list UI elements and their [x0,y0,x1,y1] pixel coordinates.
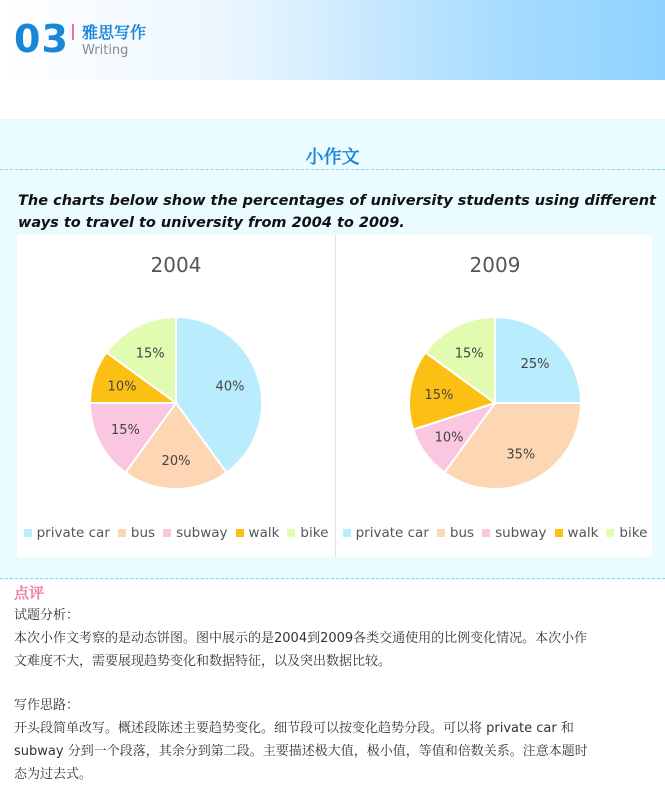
legend-swatch [287,529,295,537]
legend-swatch [343,529,351,537]
slice-label: 20% [161,453,191,469]
legend-label: subway [495,525,547,541]
top-dashed-divider [0,169,665,170]
legend-swatch [118,529,126,537]
pie-chart-2009 [336,235,654,557]
slice-label: 15% [424,388,454,404]
legend-label: walk [567,525,599,541]
legend-item [236,525,280,541]
slice-label: 15% [454,346,484,362]
section-number: 03 [14,17,69,61]
legend-swatch [437,529,445,537]
slice-label: 10% [107,379,137,395]
legend-label: bus [449,525,475,541]
pie-svg-2009 [336,235,654,525]
slice-label: 10% [434,430,464,446]
legend-item [606,525,647,541]
legend-label: bike [300,525,329,541]
legend-swatch [163,529,171,537]
slice-label: 15% [135,346,165,362]
approach-heading: 写作思路： [14,698,80,713]
legend-item [24,525,110,541]
legend-item [555,525,599,541]
approach-line-2: subway 分到一个段落，其余分到第二段。主要描述极大值，极小值，等值和倍数关系。注意本题时 [14,744,588,759]
slice-label: 40% [215,379,245,395]
analysis-line-1: 本次小作文考察的是动态饼图。图中展示的是2004到2009各类交通使用的比例变化情况。本次小作 [14,631,588,646]
legend-item [437,525,474,541]
slice-label: 35% [506,447,536,463]
charts-panel [17,235,652,557]
chart-title: 2004 [150,253,202,277]
legend-swatch [555,529,563,537]
legend-item [163,525,227,541]
chart-legend [336,525,654,541]
pie-chart-2004 [17,235,335,557]
legend-swatch [236,529,244,537]
legend-label: private car [36,525,110,541]
analysis-heading: 试题分析： [14,608,80,623]
header-divider [72,24,74,40]
task-prompt: The charts below show the percentages of university students using different ways to travel to university from 2004 to 2009. [18,193,656,231]
legend-label: subway [176,525,228,541]
section-heading: 雅思写作 [82,23,147,42]
chart-title: 2009 [469,253,521,277]
legend-item [482,525,546,541]
legend-item [118,525,155,541]
task-title: 小作文 [305,147,360,168]
review-title: 点评 [14,584,45,602]
approach-line-3: 态为过去式。 [14,767,93,782]
legend-item [287,525,328,541]
slice-label: 25% [520,356,550,372]
section-subheading: Writing [82,43,129,58]
pie-svg-2004 [17,235,335,525]
chart-legend [17,525,335,541]
section-header [0,0,665,80]
slice-label: 15% [110,422,140,438]
legend-swatch [24,529,32,537]
legend-label: bus [130,525,156,541]
legend-label: bike [619,525,648,541]
legend-item [343,525,429,541]
bottom-dashed-divider [0,578,665,579]
legend-label: private car [355,525,429,541]
approach-line-1: 开头段简单改写。概述段陈述主要趋势变化。细节段可以按变化趋势分段。可以将 private car 和 [14,721,574,736]
legend-swatch [606,529,614,537]
legend-swatch [482,529,490,537]
analysis-line-2: 文难度不大，需要展现趋势变化和数据特征，以及突出数据比较。 [14,654,392,669]
legend-label: walk [248,525,280,541]
